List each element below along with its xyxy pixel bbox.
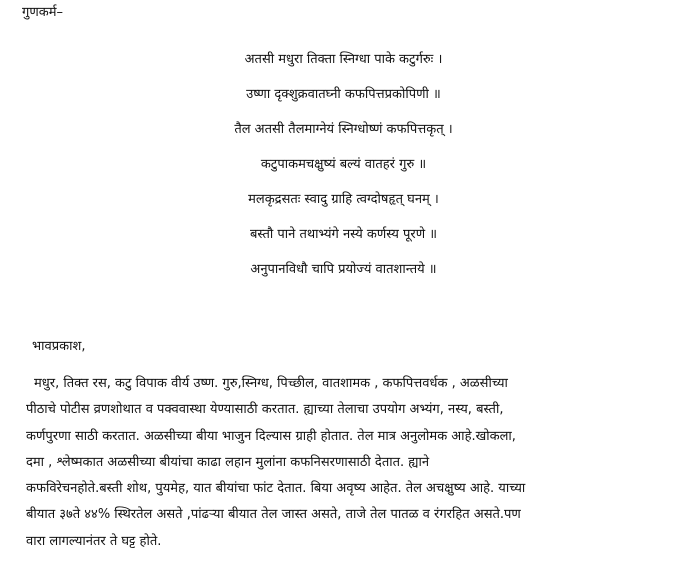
paragraph-line: मधुर, तिक्त रस, कटु विपाक वीर्य उष्ण. गुरु,स्निग्ध, पिच्छील, वातशामक , कफपित्तवर्धक , अळसीच्या	[34, 376, 508, 391]
verse-line: कटुपाकमचक्षुष्यं बल्यं वातहरं गुरु ॥	[260, 157, 427, 172]
verse-line: अनुपानविधौ चापि प्रयोज्यं वातशान्तये ॥	[250, 262, 437, 277]
paragraph-line: दमा , श्लेष्मकात अळसीच्या बीयांचा काढा लहान मुलांना कफनिसरणासाठी देतात. ह्याने	[26, 454, 430, 470]
verse-line: मलकृद्रसतः स्वादु ग्राहि त्वग्दोषहृत् घनम् ।	[248, 192, 439, 207]
verse-line: उष्णा दृक्शुक्रवातघ्नी कफपित्तप्रकोपिणी ॥	[246, 87, 441, 102]
verse-line: अतसी मधुरा तिक्ता स्निग्धा पाके कटुर्गरुः ।	[244, 52, 443, 67]
paragraph-line: वारा लागल्यानंतर ते घट्ट होते.	[26, 533, 162, 549]
verse-line: तैल अतसी तैलमाग्नेयं स्निग्धोष्णं कफपित्तकृत् ।	[234, 122, 453, 137]
paragraph-line: पीठाचे पोटीस व्रणशोथात व पक्ववास्था येण्यासाठी करतात. ह्याच्या तेलाचा उपयोग अभ्यंग, नस्य, बस्ती,	[26, 402, 504, 418]
paragraph-line: कर्णपुरणा साठी करतात. अळसीच्या बीया भाजुन दिल्यास ग्राही होतात. तेल मात्र अनुलोमक आहे.खोकला,	[26, 428, 516, 444]
paragraph-line: कफविरेचनहोते.बस्ती शोथ, पुयमेह, यात बीयांचा फांट देतात. बिया अवृष्य आहेत. तेल अचक्षुष्य आहे. याच्या	[26, 481, 526, 497]
paragraph-line: बीयात ३७ते ४४% स्थिरतेल असते ,पांढऱ्या बीयात तेल जास्त असते, ताजे तेल पातळ व रंगरहित असते.पण	[26, 507, 521, 523]
commentary-paragraph	[26, 371, 656, 555]
section-heading: गुणकर्म–	[22, 5, 63, 20]
verse-block	[0, 50, 673, 295]
verse-line: बस्तौ पाने तथाभ्यंगे नस्ये कर्णस्य पूरणे ॥	[249, 227, 438, 242]
source-citation: भावप्रकाश,	[32, 339, 86, 354]
